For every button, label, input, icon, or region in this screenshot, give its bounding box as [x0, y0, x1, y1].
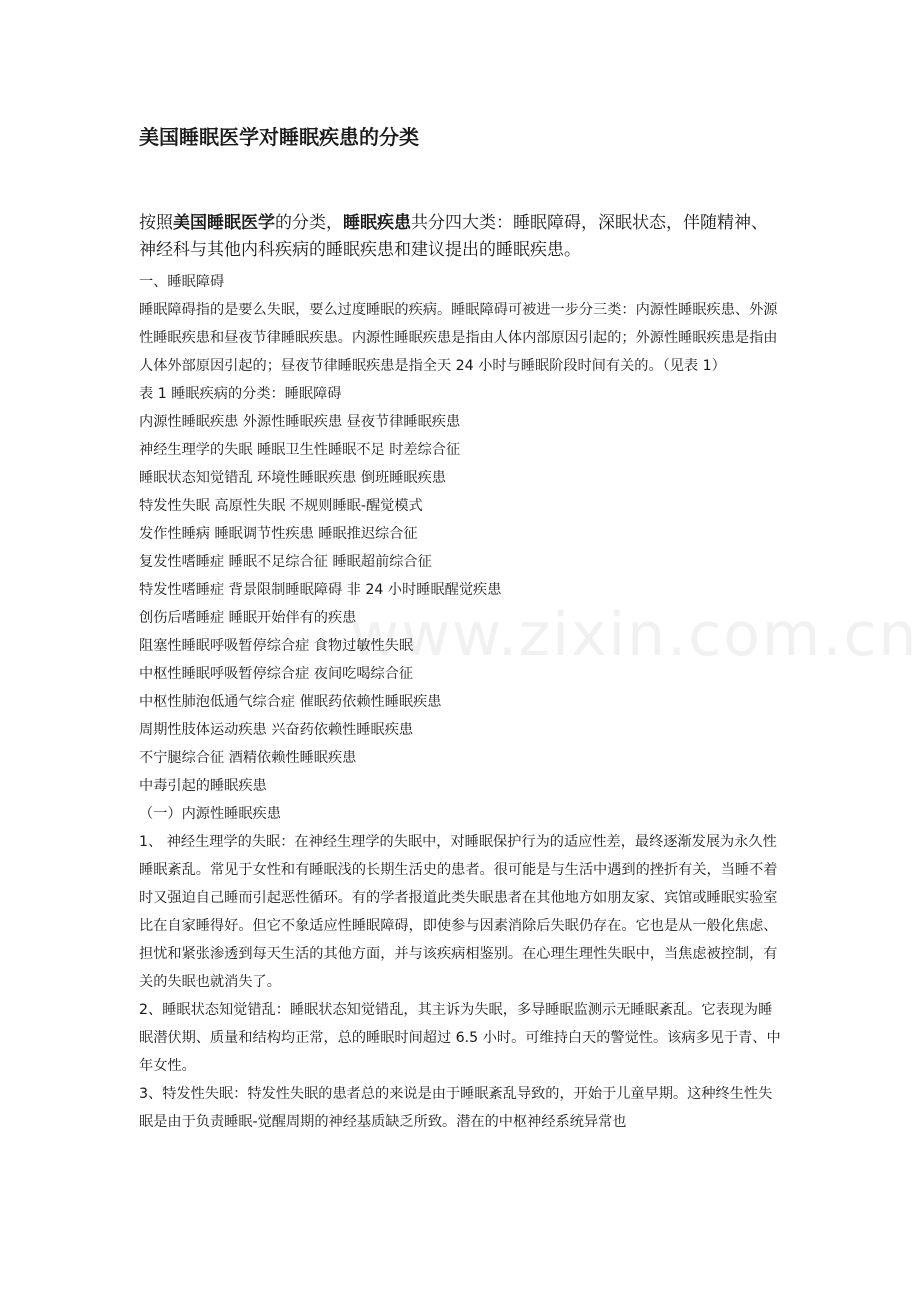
table-row: 中枢性睡眠呼吸暂停综合症 夜间吃喝综合征	[139, 666, 414, 682]
table-row: 神经生理学的失眠 睡眠卫生性睡眠不足 时差综合征	[139, 442, 461, 458]
section-paragraph: 睡眠障碍指的是要么失眠，要么过度睡眠的疾病。睡眠障碍可被进一步分三类：内源性睡眠疾患、外源性睡眠疾患和昼夜节律睡眠疾患。内源性睡眠疾患是指由人体内部原因引起的；外源性睡眠疾患是指由人体外部原因引起的；昼夜节律睡眠疾患是指全天 24 小时与睡眠阶段时间有关的。（见表 1）	[139, 302, 778, 374]
document-body	[139, 268, 784, 1136]
table-row: 阻塞性睡眠呼吸暂停综合症 食物过敏性失眠	[139, 638, 414, 654]
intro-bold-2: 睡眠疾患	[343, 213, 411, 233]
table-caption: 表 1 睡眠疾病的分类：睡眠障碍	[139, 386, 342, 402]
document-title: 美国睡眠医学对睡眠疾患的分类	[139, 125, 419, 149]
table-row: 特发性嗜睡症 背景限制睡眠障碍 非 24 小时睡眠醒觉疾患	[139, 582, 502, 598]
table-row: 不宁腿综合征 酒精依赖性睡眠疾患	[139, 750, 357, 766]
list-item: 1、 神经生理学的失眠：在神经生理学的失眠中，对睡眠保护行为的适应性差，最终逐渐发展为永久性睡眠紊乱。常见于女性和有睡眠浅的长期生活史的患者。很可能是与生活中遇到的挫折有关，当睡不着时又强迫自己睡而引起恶性循环。有的学者报道此类失眠患者在其他地方如朋友家、宾馆或睡眠实验室比在自家睡得好。但它不象适应性睡眠障碍，即使参与因素消除后失眠仍存在。它也是从一般化焦虑、担忧和紧张渗透到每天生活的其他方面，并与该疾病相鉴别。在心理生理性失眠中，当焦虑被控制，有关的失眠也就消失了。	[139, 834, 778, 990]
list-item: 2、睡眠状态知觉错乱：睡眠状态知觉错乱，其主诉为失眠，多导睡眠监测示无睡眠紊乱。它表现为睡眠潜伏期、质量和结构均正常，总的睡眠时间超过 6.5 小时。可维持白天的警觉性。该病多见于青、中年女性。	[139, 1002, 781, 1074]
intro-text-3: 共分四大类：睡眠障碍，深眠状态，伴随精神、神经科与其他内科疾病的睡眠疾患和建议提出的睡眠疾患。	[139, 213, 768, 260]
table-row: 周期性肢体运动疾患 兴奋药依赖性睡眠疾患	[139, 722, 414, 738]
table-row: 中毒引起的睡眠疾患	[139, 778, 267, 794]
table-row: 发作性睡病 睡眠调节性疾患 睡眠推迟综合征	[139, 526, 418, 542]
intro-text-1: 按照	[139, 213, 173, 233]
table-row: 创伤后嗜睡症 睡眠开始伴有的疾患	[139, 610, 357, 626]
subsection-heading: （一）内源性睡眠疾患	[139, 806, 281, 822]
table-row: 复发性嗜睡症 睡眠不足综合征 睡眠超前综合征	[139, 554, 432, 570]
watermark: www.zixin.com.cn	[350, 600, 919, 670]
intro-text-2: 的分类，	[275, 213, 343, 233]
table-row: 特发性失眠 高原性失眠 不规则睡眠-醒觉模式	[139, 498, 423, 514]
intro-bold-1: 美国睡眠医学	[173, 213, 275, 233]
table-row: 内源性睡眠疾患 外源性睡眠疾患 昼夜节律睡眠疾患	[139, 414, 461, 430]
intro-paragraph	[139, 210, 784, 264]
table-row: 睡眠状态知觉错乱 环境性睡眠疾患 倒班睡眠疾患	[139, 470, 446, 486]
section-heading: 一、睡眠障碍	[139, 274, 225, 290]
list-item: 3、特发性失眠：特发性失眠的患者总的来说是由于睡眠紊乱导致的，开始于儿童早期。这种终生性失眠是由于负责睡眠-觉醒周期的神经基质缺乏所致。潜在的中枢神经系统异常也	[139, 1086, 773, 1130]
table-row: 中枢性肺泡低通气综合症 催眠药依赖性睡眠疾患	[139, 694, 442, 710]
